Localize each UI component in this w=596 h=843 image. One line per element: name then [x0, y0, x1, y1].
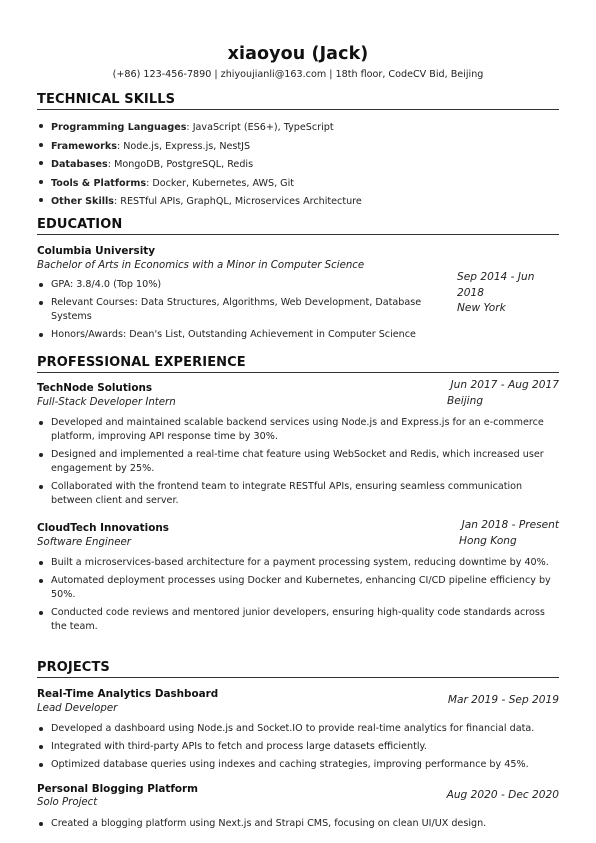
project-bullets: [37, 722, 559, 772]
list-item: Automated deployment processes using Docker and Kubernetes, enhancing CI/CD pipeline efficiency by 50%.: [37, 574, 559, 602]
skill-item: [37, 193, 559, 212]
candidate-name: xiaoyou (Jack): [227, 44, 369, 64]
list-item: Developed a dashboard using Node.js and Socket.IO to provide real-time analytics for financial data.: [37, 722, 559, 736]
project-role: Solo Project: [37, 797, 98, 808]
education-date-location: [457, 270, 534, 317]
list-item: Relevant Courses: Data Structures, Algorithms, Web Development, Database Systems: [37, 296, 437, 324]
skill-label: Other Skills: [51, 196, 115, 207]
skill-item: [37, 175, 559, 194]
project-name: Personal Blogging Platform: [37, 783, 198, 795]
project-name: Real-Time Analytics Dashboard: [37, 688, 219, 700]
job-date: Jun 2017 - Aug 2017: [450, 379, 559, 391]
section-title-skills: TECHNICAL SKILLS: [37, 92, 559, 110]
skill-label: Frameworks: [51, 140, 117, 152]
company-name: TechNode Solutions: [37, 382, 153, 394]
education-date-year: 2018: [457, 286, 484, 299]
skill-value: : Node.js, Express.js, NestJS: [116, 140, 251, 152]
job-date: Jan 2018 - Present: [461, 519, 559, 531]
list-item: Designed and implemented a real-time chat feature using WebSocket and Redis, which increased user engagement by 25%.: [37, 448, 559, 476]
degree: Bachelor of Arts in Economics with a Minor in Computer Science: [37, 260, 365, 271]
skill-value: : JavaScript (ES6+), TypeScript: [186, 122, 334, 133]
project-date: Aug 2020 - Dec 2020: [446, 789, 559, 801]
project-bullets: [37, 817, 559, 831]
skill-value: : Docker, Kubernetes, AWS, Git: [146, 177, 295, 189]
skill-label: Databases: [51, 159, 108, 170]
skill-label: Tools & Platforms: [51, 177, 147, 189]
section-title-projects: PROJECTS: [37, 660, 559, 678]
project-date: Mar 2019 - Sep 2019: [447, 694, 559, 706]
skill-value: : MongoDB, PostgreSQL, Redis: [107, 159, 254, 170]
section-title-experience: PROFESSIONAL EXPERIENCE: [37, 355, 559, 373]
education-location: New York: [457, 302, 506, 314]
job-role: Full-Stack Developer Intern: [37, 397, 176, 408]
skill-item: [37, 156, 559, 175]
skill-value: : RESTful APIs, GraphQL, Microservices Architecture: [114, 196, 362, 207]
skill-label: Programming Languages: [51, 122, 187, 133]
job-bullets: [37, 416, 559, 508]
skills-list: [37, 119, 559, 212]
job-bullets: [37, 556, 559, 634]
list-item: Created a blogging platform using Next.js and Strapi CMS, focusing on clean UI/UX design.: [37, 817, 559, 831]
list-item: Conducted code reviews and mentored junior developers, ensuring high-quality code standards across the team.: [37, 606, 559, 634]
list-item: Honors/Awards: Dean's List, Outstanding Achievement in Computer Science: [37, 328, 437, 342]
education-date: Sep 2014 - Jun: [457, 271, 535, 283]
skill-item: [37, 138, 559, 157]
job-location: Hong Kong: [459, 535, 517, 547]
list-item: Collaborated with the frontend team to integrate RESTful APIs, ensuring seamless communication between client and server.: [37, 480, 559, 508]
education-bullets: [37, 278, 437, 342]
job-location: Beijing: [447, 395, 484, 407]
job-role: Software Engineer: [37, 537, 131, 548]
list-item: Developed and maintained scalable backend services using Node.js and Express.js for an e-commerce platform, improving API response time by 30%.: [37, 416, 559, 444]
section-title-education: EDUCATION: [37, 217, 559, 235]
contact-info: (+86) 123-456-7890 | zhiyoujianli@163.com | 18th floor, CodeCV Bid, Beijing: [112, 69, 484, 80]
school-name: Columbia University: [37, 245, 156, 257]
company-name: CloudTech Innovations: [37, 522, 169, 534]
skill-item: [37, 119, 559, 138]
list-item: Integrated with third-party APIs to fetch and process large datasets efficiently.: [37, 740, 559, 754]
list-item: GPA: 3.8/4.0 (Top 10%): [37, 278, 437, 292]
list-item: Built a microservices-based architecture for a payment processing system, reducing downtime by 40%.: [37, 556, 559, 570]
list-item: Optimized database queries using indexes and caching strategies, improving performance by 45%.: [37, 758, 559, 772]
project-role: Lead Developer: [37, 703, 118, 714]
